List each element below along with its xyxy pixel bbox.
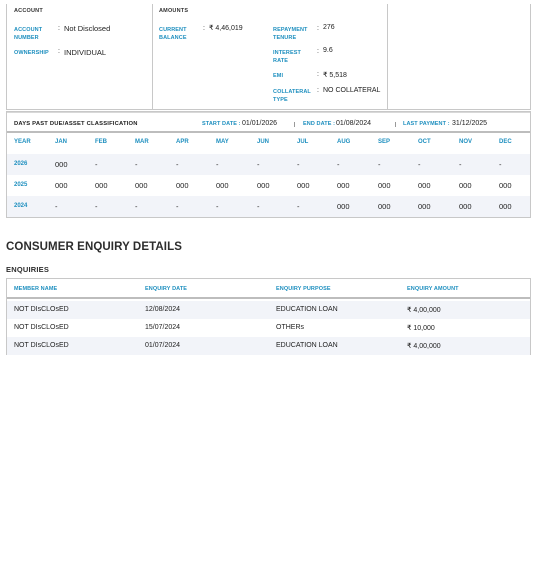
dpd-cell: 000 — [337, 181, 350, 190]
account-number-value: Not Disclosed — [64, 24, 111, 33]
month-header: DEC — [499, 139, 512, 145]
dpd-cell: 000 — [95, 181, 108, 190]
dpd-title: DAYS PAST DUE/ASSET CLASSIFICATION — [14, 121, 138, 127]
current-balance-label: CURRENT BALANCE — [159, 27, 187, 41]
repayment-tenure-value: 276 — [323, 24, 335, 31]
dpd-cell: - — [135, 160, 138, 169]
repayment-tenure-label: REPAYMENT TENURE — [273, 27, 308, 41]
colon: : — [317, 48, 319, 55]
enquiry-date-cell: 01/07/2024 — [145, 342, 181, 349]
month-header: JAN — [55, 139, 68, 145]
dpd-cell: - — [176, 160, 179, 169]
dpd-cell: - — [337, 160, 340, 169]
ownership-label: OWNERSHIP — [14, 50, 49, 56]
dpd-cell: 000 — [257, 181, 270, 190]
enquiries-header-row — [7, 279, 530, 299]
dpd-cell: - — [135, 202, 138, 211]
dpd-cell: 000 — [499, 181, 512, 190]
dpd-cell: - — [216, 202, 219, 211]
end-date-value: 01/08/2024 — [336, 120, 372, 127]
account-number-label: ACCOUNT NUMBER — [14, 27, 43, 41]
dpd-cell: - — [418, 160, 421, 169]
dpd-cell: 000 — [176, 181, 189, 190]
column-header: ENQUIRY AMOUNT — [407, 286, 459, 292]
dpd-cell: 000 — [55, 181, 68, 190]
account-section-title: ACCOUNT — [14, 8, 43, 14]
collateral-type-value: NO COLLATERAL — [323, 87, 381, 94]
dpd-cell: - — [95, 202, 98, 211]
dpd-cell: - — [55, 202, 58, 211]
colon: : — [317, 71, 319, 78]
month-header: FEB — [95, 139, 107, 145]
month-header: AUG — [337, 139, 351, 145]
year-cell: 2024 — [14, 203, 28, 209]
last-payment-value: 31/12/2025 — [452, 120, 488, 127]
colon: : — [317, 87, 319, 94]
account-column — [7, 4, 153, 110]
month-header: JUL — [297, 139, 309, 145]
column-header: MEMBER NAME — [14, 286, 58, 292]
last-payment-label: LAST PAYMENT : — [403, 121, 450, 127]
year-cell: 2026 — [14, 161, 28, 167]
colon: : — [58, 48, 60, 55]
colon: : — [203, 25, 205, 32]
dpd-cell: - — [378, 160, 381, 169]
dpd-month-header-row — [7, 134, 530, 155]
dpd-cell: - — [216, 160, 219, 169]
year-column-header: YEAR — [14, 139, 31, 145]
member-name-cell: NOT DIsCLOsED — [14, 306, 69, 313]
dpd-cell: 000 — [418, 181, 431, 190]
dpd-cell: 000 — [337, 202, 350, 211]
dpd-cell: - — [176, 202, 179, 211]
enquiry-purpose-cell: EDUCATION LOAN — [276, 306, 338, 313]
enquiries-table — [6, 278, 531, 355]
dpd-cell: - — [95, 160, 98, 169]
dpd-cell: 000 — [418, 202, 431, 211]
emi-label: EMI — [273, 73, 284, 79]
enquiries-subtitle: ENQUIRIES — [6, 265, 50, 274]
start-date-value: 01/01/2026 — [242, 120, 278, 127]
emi-value: ₹ 5,518 — [323, 72, 347, 79]
interest-rate-value: 9.6 — [323, 47, 333, 54]
enquiry-amount-cell: ₹ 4,00,000 — [407, 343, 441, 350]
month-header: MAY — [216, 139, 229, 145]
month-header: MAR — [135, 139, 149, 145]
dpd-table — [6, 111, 531, 218]
separator — [294, 122, 295, 127]
dpd-cell: - — [499, 160, 502, 169]
colon: : — [58, 25, 60, 32]
collateral-type-label: COLLATERAL TYPE — [273, 89, 311, 103]
dpd-cell: 000 — [378, 181, 391, 190]
dpd-cell: - — [297, 160, 300, 169]
column-header: ENQUIRY DATE — [145, 286, 188, 292]
start-date-label: START DATE : — [202, 121, 241, 127]
table-row — [7, 301, 530, 319]
current-balance-value: ₹ 4,46,019 — [209, 25, 243, 32]
month-header: SEP — [378, 139, 391, 145]
dpd-cell: 000 — [55, 160, 68, 169]
month-header: JUN — [257, 139, 270, 145]
dpd-cell: 000 — [297, 181, 310, 190]
table-row — [7, 319, 530, 337]
amounts-section-title: AMOUNTS — [159, 8, 189, 14]
amounts-column — [153, 4, 388, 110]
dpd-cell: 000 — [459, 202, 472, 211]
table-row — [7, 337, 530, 355]
interest-rate-label: INTEREST RATE — [273, 50, 301, 64]
dpd-cell: - — [297, 202, 300, 211]
dpd-cell: - — [257, 202, 260, 211]
dpd-cell: 000 — [216, 181, 229, 190]
dpd-cell: 000 — [459, 181, 472, 190]
member-name-cell: NOT DIsCLOsED — [14, 324, 69, 331]
enquiry-purpose-cell: EDUCATION LOAN — [276, 342, 338, 349]
month-header: NOV — [459, 139, 473, 145]
account-details-panel — [6, 4, 531, 110]
table-row — [7, 196, 530, 217]
end-date-label: END DATE : — [303, 121, 336, 127]
table-row — [7, 175, 530, 196]
member-name-cell: NOT DIsCLOsED — [14, 342, 69, 349]
enquiry-purpose-cell: OTHERs — [276, 324, 304, 331]
dpd-header-bar — [7, 112, 530, 133]
enquiry-date-cell: 15/07/2024 — [145, 324, 181, 331]
dpd-cell: 000 — [135, 181, 148, 190]
enquiry-amount-cell: ₹ 10,000 — [407, 325, 435, 332]
dpd-cell: - — [459, 160, 462, 169]
month-header: APR — [176, 139, 189, 145]
column-header: ENQUIRY PURPOSE — [276, 286, 331, 292]
consumer-enquiry-title: CONSUMER ENQUIRY DETAILS — [6, 241, 182, 253]
table-row — [7, 154, 530, 175]
dpd-cell: 000 — [499, 202, 512, 211]
dpd-cell: 000 — [378, 202, 391, 211]
separator — [395, 122, 396, 127]
dpd-cell: - — [257, 160, 260, 169]
month-header: OCT — [418, 139, 431, 145]
ownership-value: INDIVIDUAL — [64, 48, 107, 57]
colon: : — [317, 25, 319, 32]
enquiry-amount-cell: ₹ 4,00,000 — [407, 307, 441, 314]
enquiry-date-cell: 12/08/2024 — [145, 306, 181, 313]
year-cell: 2025 — [14, 182, 28, 188]
